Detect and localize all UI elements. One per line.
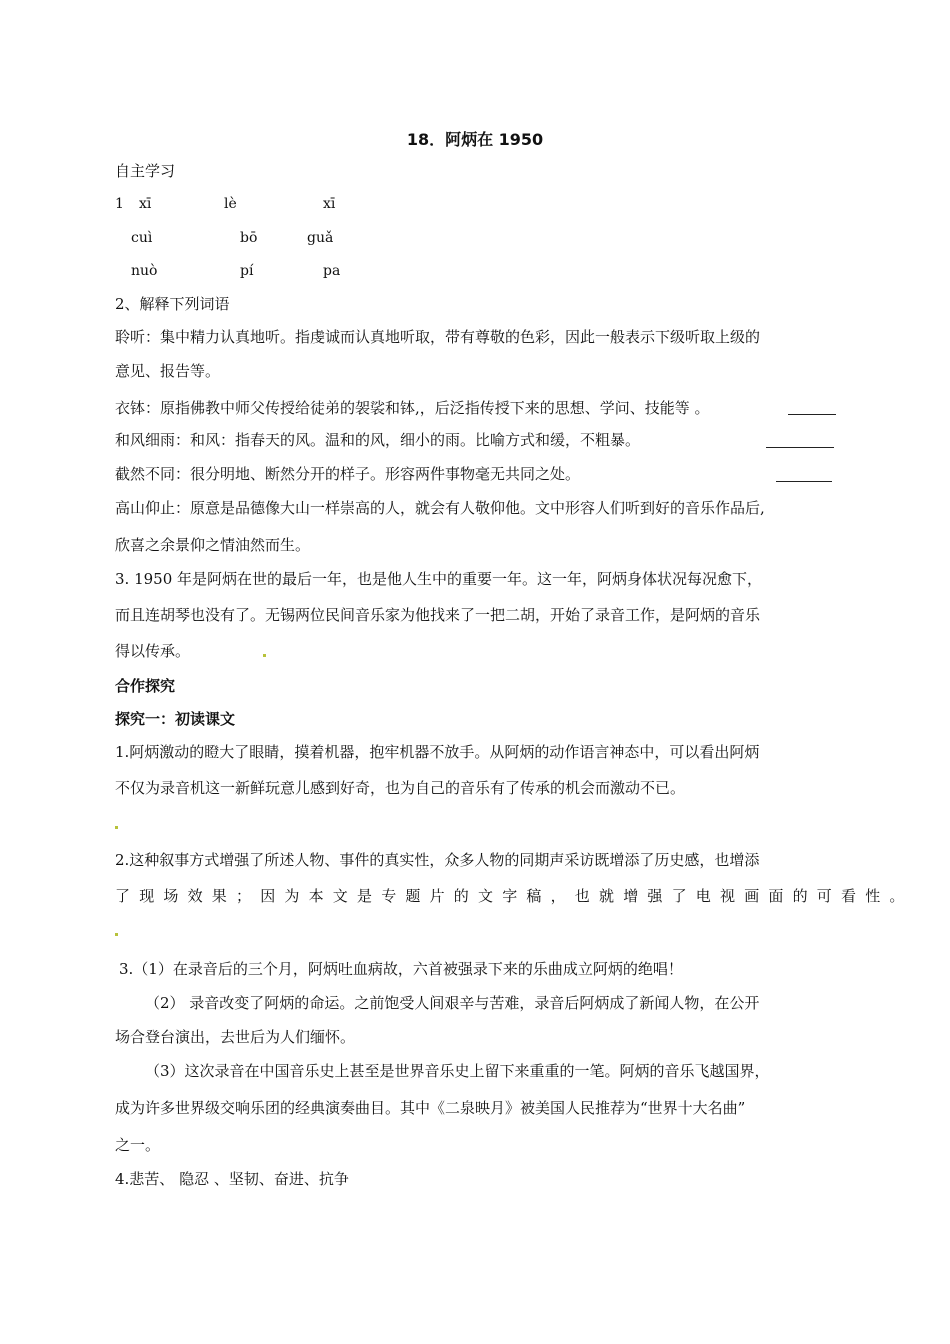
inquiry-line: 成为许多世界级交响乐团的经典演奏曲目。其中《二泉映月》被美国人民推荐为“世界十大名曲” bbox=[115, 1099, 746, 1117]
definition-line: 衣钵：原指佛教中师父传授给徒弟的袈裟和钵,，后泛指传授下来的思想、学问、技能等 。 bbox=[115, 399, 710, 417]
answer-blank bbox=[766, 447, 834, 448]
definition-line: 截然不同：很分明地、断然分开的样子。形容两件事物毫无共同之处。 bbox=[115, 465, 581, 483]
section-self-study: 自主学习 bbox=[115, 162, 176, 180]
pinyin-item: pí bbox=[240, 263, 254, 279]
inquiry-line: 了现场效果；因为本文是专题片的文字稿，也就增强了电视画面的可看性。 bbox=[115, 887, 914, 905]
inquiry-line: 3.（1）在录音后的三个月，阿炳吐血病故，六首被强录下来的乐曲成立阿炳的绝唱！ bbox=[119, 960, 683, 978]
q1-number: 1 bbox=[115, 196, 124, 212]
page-title: 18．阿炳在 1950 bbox=[406, 130, 544, 149]
definition-line: 意见、报告等。 bbox=[115, 362, 221, 380]
inquiry-line: 4.悲苦、 隐忍 、坚韧、奋进、抗争 bbox=[115, 1170, 349, 1188]
answer-blank bbox=[788, 414, 836, 415]
definition-line: 高山仰止：原意是品德像大山一样崇高的人，就会有人敬仰他。文中形容人们听到好的音乐作品后, bbox=[115, 499, 765, 517]
inquiry-line: 之一。 bbox=[115, 1136, 161, 1154]
pinyin-item: cuì bbox=[131, 230, 153, 246]
mark-dot bbox=[115, 826, 118, 829]
definition-line: 和风细雨：和风：指春天的风。温和的风，细小的雨。比喻方式和缓，不粗暴。 bbox=[115, 431, 641, 449]
pinyin-item: guǎ bbox=[307, 230, 334, 246]
q3-line: 得以传承。 bbox=[115, 642, 191, 660]
pinyin-item: lè bbox=[224, 196, 237, 212]
pinyin-item: pa bbox=[323, 263, 341, 279]
q2-heading: 2、解释下列词语 bbox=[115, 295, 230, 313]
inquiry-line: 2.这种叙事方式增强了所述人物、事件的真实性，众多人物的同期声采访既增添了历史感，也增添 bbox=[115, 851, 760, 869]
pinyin-item: xī bbox=[139, 196, 152, 212]
q3-line: 而且连胡琴也没有了。无锡两位民间音乐家为他找来了一把二胡，开始了录音工作，是阿炳的音乐 bbox=[115, 606, 761, 624]
pinyin-item: xī bbox=[323, 196, 336, 212]
definition-line: 聆听：集中精力认真地听。指虔诚而认真地听取，带有尊敬的色彩，因此一般表示下级听取上级的 bbox=[115, 328, 761, 346]
mark-dot bbox=[263, 654, 266, 657]
inquiry-line: 1.阿炳激动的瞪大了眼睛，摸着机器，抱牢机器不放手。从阿炳的动作语言神态中，可以看出阿炳 bbox=[115, 743, 760, 761]
inquiry-line: （2） 录音改变了阿炳的命运。之前饱受人间艰辛与苦难，录音后阿炳成了新闻人物，在公开 bbox=[145, 994, 760, 1012]
inquiry-line: 场合登台演出，去世后为人们缅怀。 bbox=[115, 1028, 356, 1046]
q3-line: 3. 1950 年是阿炳在世的最后一年，也是他人生中的重要一年。这一年，阿炳身体状况每况愈下， bbox=[115, 570, 763, 588]
pinyin-item: nuò bbox=[131, 263, 158, 279]
inquiry-line: （3）这次录音在中国音乐史上甚至是世界音乐史上留下来重重的一笔。阿炳的音乐飞越国界， bbox=[145, 1062, 770, 1080]
mark-dot bbox=[115, 933, 118, 936]
inquiry-one-heading: 探究一：初读课文 bbox=[115, 710, 236, 728]
definition-line: 欣喜之余景仰之情油然而生。 bbox=[115, 536, 311, 554]
pinyin-item: bō bbox=[240, 230, 258, 246]
answer-blank bbox=[776, 481, 832, 482]
inquiry-line: 不仅为录音机这一新鲜玩意儿感到好奇，也为自己的音乐有了传承的机会而激动不已。 bbox=[115, 779, 686, 797]
section-cooperation: 合作探究 bbox=[115, 677, 176, 695]
